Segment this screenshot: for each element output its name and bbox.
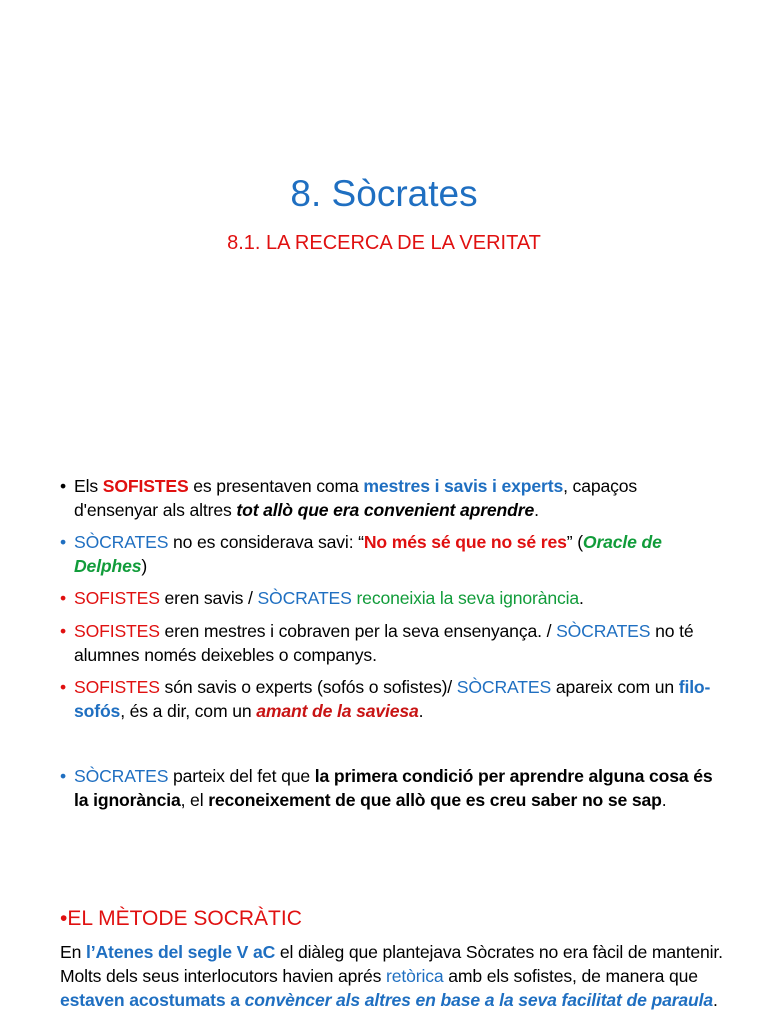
- text: amb els sofistes, de manera que: [443, 966, 698, 986]
- keyword-sofistes: SOFISTES: [74, 677, 160, 697]
- text: es presentaven coma: [188, 476, 364, 496]
- bullet-mestres-alumnes: [60, 619, 720, 667]
- quote-text: No més sé que no sé res: [363, 532, 567, 552]
- method-paragraph: [60, 940, 740, 1012]
- keyword-socrates: SÒCRATES: [74, 532, 169, 552]
- text: .: [661, 790, 667, 810]
- keyword-sofistes: SOFISTES: [74, 621, 160, 641]
- text: ” (: [566, 532, 583, 552]
- bullet-primera-condicio: [60, 764, 720, 812]
- text: Els: [74, 476, 103, 496]
- keyword-socrates: SÒCRATES: [556, 621, 651, 641]
- slide-title: 8. Sòcrates: [290, 173, 478, 214]
- slide-subtitle: 8.1. LA RECERCA DE LA VERITAT: [227, 232, 541, 254]
- text: parteix del fet que: [168, 766, 315, 786]
- amant-saviesa-text: amant de la saviesa: [256, 701, 419, 721]
- convencer-text: convèncer als altres en base a la seva facilitat de paraula: [244, 990, 713, 1010]
- keyword-socrates: SÒCRATES: [74, 766, 169, 786]
- emphasis-text: tot allò que era convenient aprendre: [236, 500, 535, 520]
- text: .: [534, 500, 539, 520]
- bullet-socrates-savi: [60, 530, 720, 578]
- keyword-sofistes: SOFISTES: [74, 588, 160, 608]
- bullet-sofistes-mestres: [60, 474, 720, 522]
- text: no es considerava savi: “: [168, 532, 364, 552]
- bullet-marker: •: [60, 621, 67, 641]
- text: no té alumnes només deixebles o companys.: [74, 621, 694, 665]
- text: , capaços d'ensenyar als altres: [74, 476, 638, 520]
- keyword-mestres: mestres i savis i experts: [363, 476, 564, 496]
- text: .: [713, 990, 718, 1010]
- text: són savis o experts (sofós o sofistes)/: [159, 677, 457, 697]
- text: , el: [180, 790, 209, 810]
- acostumats-text: estaven acostumats a: [60, 990, 245, 1010]
- method-heading: •EL MÈTODE SOCRÀTIC: [60, 907, 302, 930]
- text: apareix com un: [551, 677, 679, 697]
- keyword-socrates: SÒCRATES: [257, 588, 352, 608]
- text: eren savis /: [159, 588, 258, 608]
- keyword-sofistes: SOFISTES: [102, 476, 189, 496]
- text: el diàleg que plantejava Sòcrates no era fàcil de mantenir. Molts dels seus interlocutors havien aprés: [60, 942, 723, 986]
- bullet-savis-ignorancia: [60, 586, 720, 610]
- text: eren mestres i cobraven per la seva ensenyança. /: [159, 621, 557, 641]
- bullet-marker: •: [60, 677, 67, 697]
- bullet-filo-sofos: [60, 675, 720, 723]
- keyword-socrates: SÒCRATES: [456, 677, 552, 697]
- oracle-text: Oracle de Delphes: [74, 532, 662, 576]
- bullet-marker: •: [60, 588, 67, 608]
- bullet-marker: •: [60, 476, 67, 496]
- bullet-marker: •: [60, 532, 67, 552]
- text: , és a dir, com un: [120, 701, 257, 721]
- atenes-text: l’Atenes del segle V aC: [85, 942, 276, 962]
- emphasis-text: reconeixement de que allò que es creu saber no se sap: [208, 790, 662, 810]
- text: En: [60, 942, 86, 962]
- filo-sofos-text: filo-sofós: [74, 677, 711, 721]
- bullet-marker: •: [60, 766, 67, 786]
- ignorancia-text: reconeixia la seva ignorància: [351, 588, 580, 608]
- text: .: [418, 701, 424, 721]
- text: .: [579, 588, 584, 608]
- emphasis-text: la primera condició per aprendre alguna cosa és la ignorància: [74, 766, 713, 810]
- text: ): [141, 556, 148, 576]
- retorica-text: retòrica: [386, 966, 444, 986]
